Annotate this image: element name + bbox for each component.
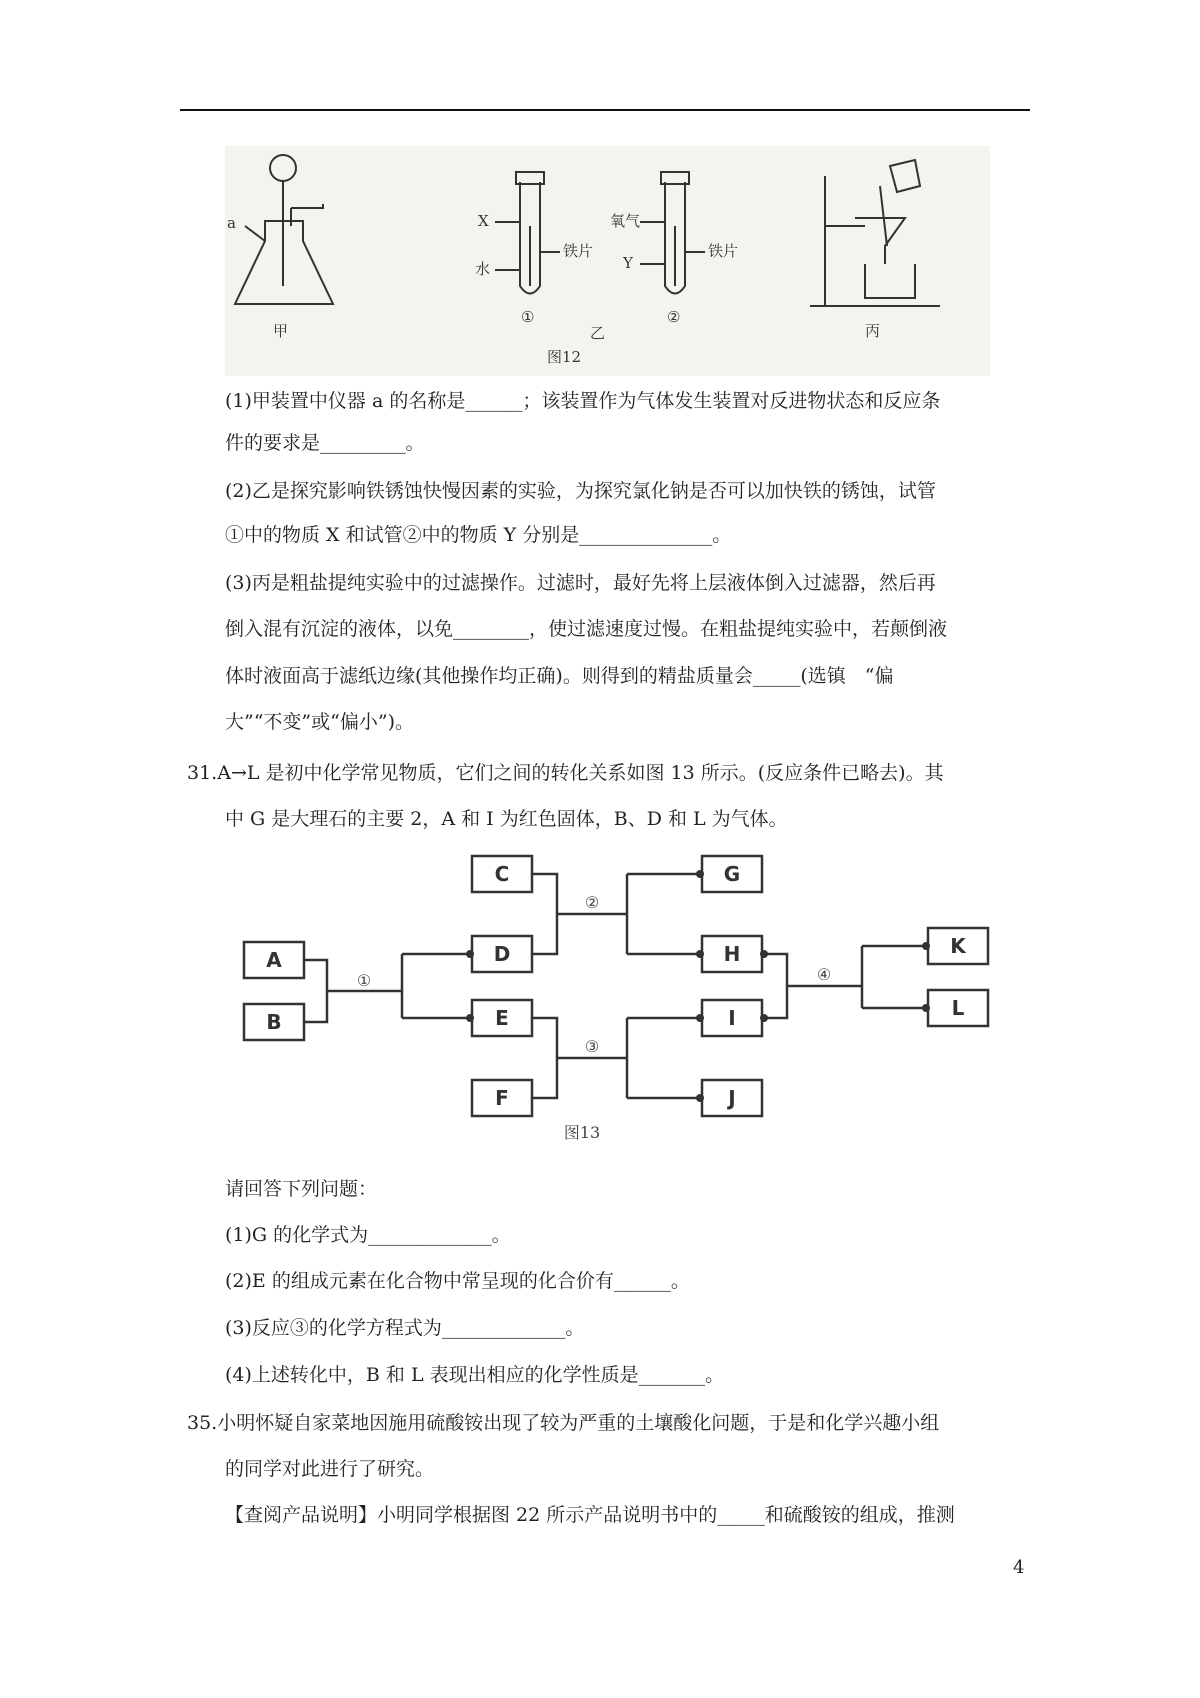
q31-prompt: 请回答下列问题： — [225, 1178, 378, 1200]
q31-line2: 中 G 是大理石的主要 2，A 和 I 为红色固体，B、D 和 L 为气体。 — [225, 808, 788, 830]
svg-text:③: ③ — [584, 1037, 600, 1056]
q35-line3: 【查阅产品说明】小明同学根据图 22 所示产品说明书中的_____和硫酸铵的组成，推测 — [225, 1504, 955, 1526]
svg-text:铁片: 铁片 — [708, 242, 739, 260]
svg-text:丙: 丙 — [865, 322, 881, 340]
figure-12 — [225, 146, 990, 376]
svg-text:甲: 甲 — [273, 322, 289, 340]
svg-text:乙: 乙 — [590, 324, 606, 342]
q30-part3-line1: (3)丙是粗盐提纯实验中的过滤操作。过滤时，最好先将上层液体倒入过滤器，然后再 — [225, 572, 936, 594]
q35-line1: 35.小明怀疑自家菜地因施用硫酸铵出现了较为严重的土壤酸化问题，于是和化学兴趣小组 — [187, 1412, 940, 1434]
svg-text:②: ② — [584, 893, 600, 912]
q30-part3-line3: 体时液面高于滤纸边缘(其他操作均正确)。则得到的精盐质量会_____(选镇 “偏 — [225, 665, 894, 687]
q31-answer-1: (1)G 的化学式为_____________。 — [225, 1224, 511, 1246]
svg-text:X: X — [478, 212, 489, 230]
page-number: 4 — [1013, 1557, 1025, 1578]
svg-text:a: a — [227, 214, 236, 232]
svg-text:A: A — [266, 948, 282, 972]
q31-answer-3: (3)反应③的化学方程式为_____________。 — [225, 1317, 585, 1339]
svg-text:K: K — [950, 934, 966, 958]
svg-text:铁片: 铁片 — [563, 242, 594, 260]
q30-part2-line1: (2)乙是探究影响铁锈蚀快慢因素的实验，为探究氯化钠是否可以加快铁的锈蚀，试管 — [225, 480, 936, 502]
svg-text:I: I — [728, 1006, 736, 1030]
svg-text:G: G — [723, 862, 741, 886]
q30-part1-line1: (1)甲装置中仪器 a 的名称是______；该装置作为气体发生装置对反进物状态和反应条 — [225, 390, 941, 412]
svg-text:④: ④ — [816, 965, 832, 984]
svg-text:图13: 图13 — [563, 1123, 601, 1140]
svg-text:B: B — [266, 1010, 282, 1034]
svg-text:L: L — [951, 996, 965, 1020]
q30-part3-line2: 倒入混有沉淀的液体，以免________，使过滤速度过慢。在粗盐提纯实验中，若颠倒液 — [225, 618, 948, 640]
q35-line2: 的同学对此进行了研究。 — [225, 1458, 435, 1480]
svg-text:C: C — [494, 862, 510, 886]
svg-text:①: ① — [356, 971, 372, 990]
figure-13 — [232, 840, 1002, 1140]
svg-text:水: 水 — [475, 260, 491, 278]
svg-text:H: H — [723, 942, 741, 966]
svg-text:图12: 图12 — [547, 348, 582, 366]
svg-text:J: J — [728, 1086, 736, 1110]
svg-text:①: ① — [521, 308, 535, 326]
q30-part3-line4: 大”“不变”或“偏小”)。 — [225, 711, 414, 733]
q30-part1-line2: 件的要求是_________。 — [225, 432, 425, 454]
svg-text:D: D — [493, 942, 511, 966]
svg-text:氧气: 氧气 — [610, 212, 641, 230]
svg-text:Y: Y — [623, 254, 633, 272]
svg-text:F: F — [495, 1086, 509, 1110]
q31-answer-2: (2)E 的组成元素在化合物中常呈现的化合价有______。 — [225, 1270, 690, 1292]
header-rule — [180, 109, 1030, 111]
q31-answer-4: (4)上述转化中，B 和 L 表现出相应的化学性质是_______。 — [225, 1364, 725, 1386]
q30-part2-line2: ①中的物质 X 和试管②中的物质 Y 分别是______________。 — [225, 524, 732, 546]
q31-line1: 31.A→L 是初中化学常见物质，它们之间的转化关系如图 13 所示。(反应条件已略去)。其 — [187, 762, 944, 784]
svg-text:E: E — [495, 1006, 509, 1030]
svg-text:②: ② — [667, 308, 681, 326]
